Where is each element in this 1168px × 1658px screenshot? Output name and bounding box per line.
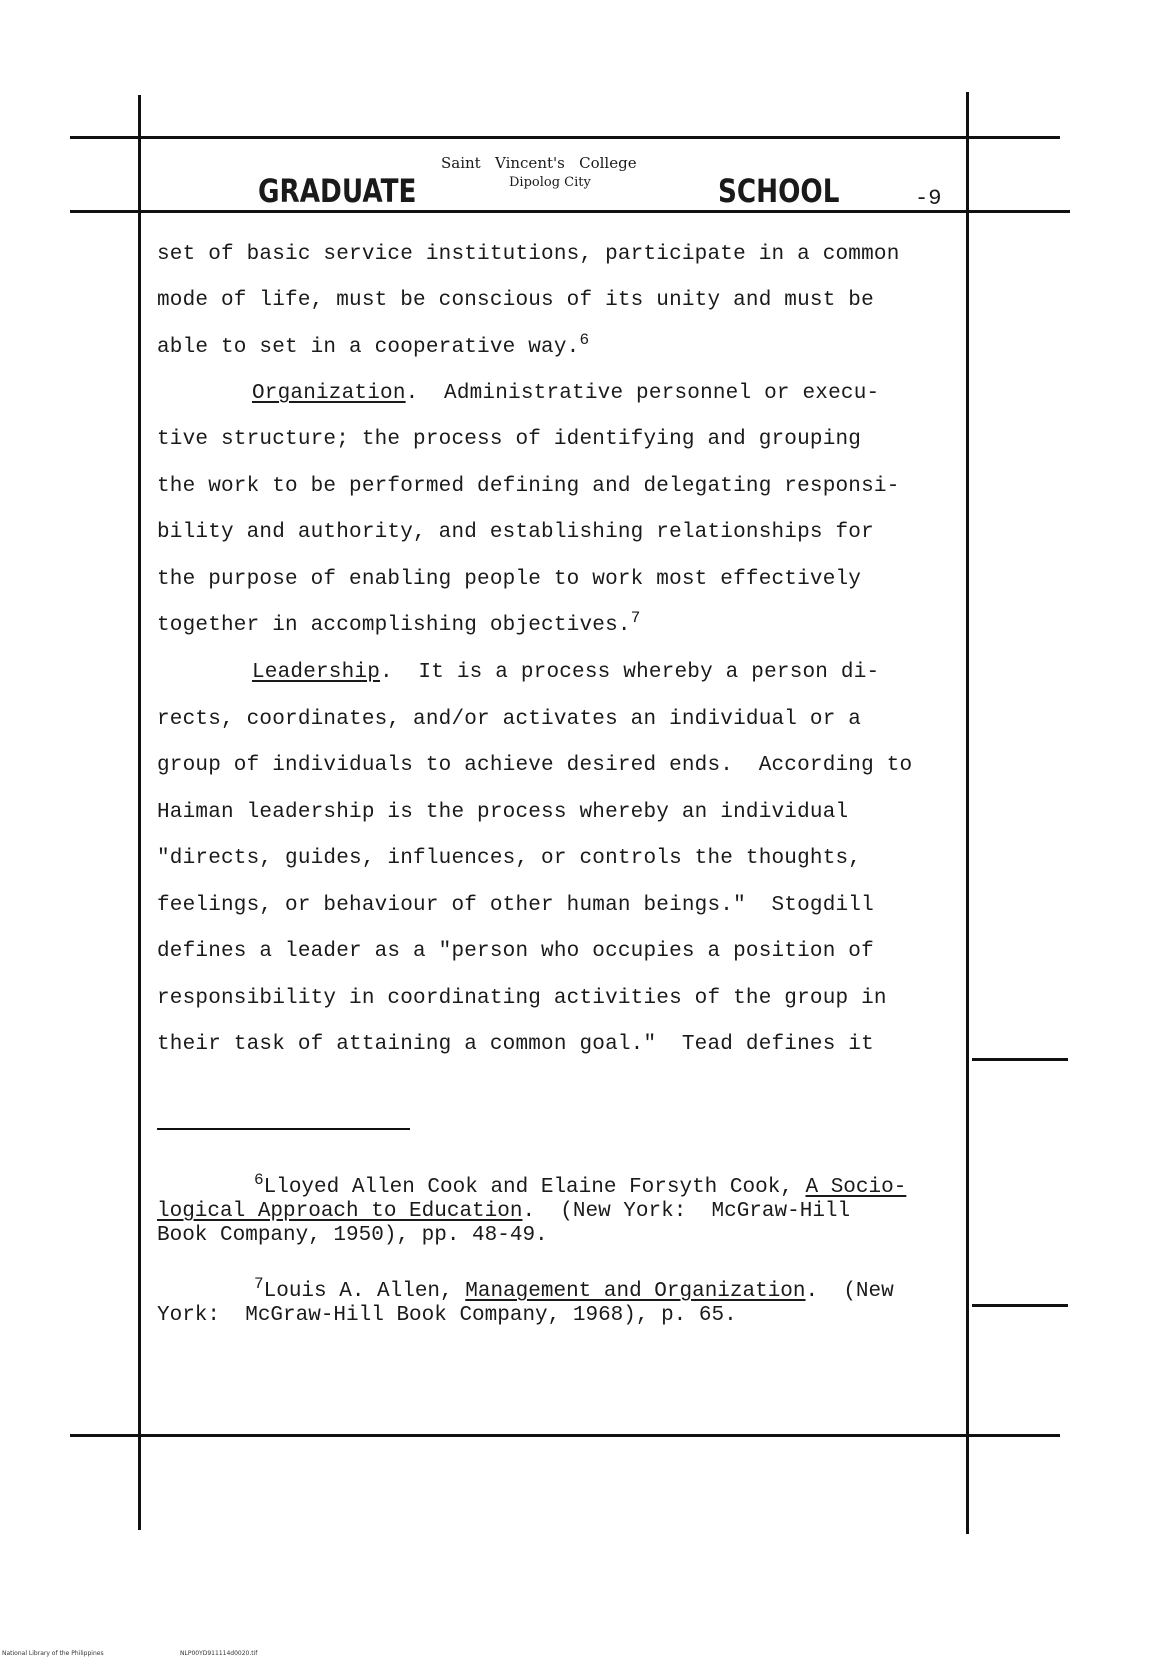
footnote-6-title-part-2: logical Approach to Education — [157, 1200, 523, 1223]
body-line-16: defines a leader as a "person who occupies a position of — [157, 940, 874, 963]
body-line-9-text: together in accomplishing objectives. — [157, 614, 631, 637]
leadership-term: Leadership — [252, 661, 381, 684]
body-line-2: mode of life, must be conscious of its unity and must be — [157, 289, 874, 312]
body-line-8: the purpose of enabling people to work most effectively — [157, 568, 862, 591]
body-line-13: Haiman leadership is the process whereby an individual — [157, 801, 849, 824]
body-line-1: set of basic service institutions, participate in a common — [157, 243, 900, 266]
footnote-7-author: Louis A. Allen, — [263, 1280, 466, 1303]
body-line-11: rects, coordinates, and/or activates an individual or a — [157, 708, 862, 731]
body-line-17: responsibility in coordinating activities of the group in — [157, 987, 887, 1010]
header-top-rule — [70, 136, 1060, 139]
leadership-rest: . It is a process whereby a person di- — [380, 661, 880, 684]
body-line-7: bility and authority, and establishing relationships for — [157, 521, 874, 544]
footnote-separator — [157, 1128, 410, 1130]
college-city: Dipolog City — [509, 175, 591, 190]
body-line-3-text: able to set in a cooperative way. — [157, 336, 580, 359]
body-line-9 — [157, 609, 641, 637]
footnote-ref-6: 6 — [579, 331, 590, 349]
body-line-18: their task of attaining a common goal." Tead defines it — [157, 1033, 874, 1056]
footnote-7-line-1 — [254, 1275, 894, 1304]
header-graduate: GRADUATE — [258, 172, 417, 210]
organization-term: Organization — [252, 382, 406, 405]
footnote-7-title: Management and Organization — [465, 1280, 806, 1303]
body-line-3 — [157, 331, 590, 359]
footnote-6-number: 6 — [254, 1171, 264, 1189]
footer-rule — [70, 1434, 1060, 1437]
footer-library: National Library of the Philippines — [2, 1650, 104, 1657]
footnote-ref-7: 7 — [630, 609, 641, 627]
left-margin-rule — [138, 95, 141, 1530]
footer-filename: NLP00YD911114d0020.tif — [180, 1650, 258, 1657]
body-line-5: tive structure; the process of identifying and grouping — [157, 428, 862, 451]
footnote-7-paren: . (New — [805, 1280, 894, 1303]
footnote-6-line-2 — [157, 1200, 850, 1224]
body-line-organization — [252, 382, 879, 405]
page-number: -9 — [915, 186, 942, 211]
right-margin-rule — [966, 92, 969, 1534]
margin-mark-2 — [972, 1304, 1068, 1307]
header-school: SCHOOL — [718, 172, 840, 210]
organization-rest: . Administrative personnel or execu- — [405, 382, 880, 405]
margin-mark-1 — [972, 1058, 1068, 1061]
body-line-15: feelings, or behaviour of other human beings." Stogdill — [157, 894, 874, 917]
body-line-14: "directs, guides, influences, or controls the thoughts, — [157, 847, 862, 870]
body-line-6: the work to be performed defining and delegating responsi- — [157, 475, 900, 498]
body-line-12: group of individuals to achieve desired ends. According to — [157, 754, 913, 777]
college-name: Saint Vincent's College — [441, 154, 637, 172]
footnote-6-line-1 — [254, 1171, 907, 1200]
footnote-6-title-part-1: A Socio- — [805, 1176, 907, 1199]
footnote-6-publisher: . (New York: McGraw-Hill — [522, 1200, 851, 1223]
body-line-leadership — [252, 661, 879, 684]
footnote-6-line-3: Book Company, 1950), pp. 48-49. — [157, 1224, 548, 1247]
footnote-7-line-2: York: McGraw-Hill Book Company, 1968), p. 65. — [157, 1304, 737, 1327]
footnote-6-authors: Lloyed Allen Cook and Elaine Forsyth Cook, — [263, 1176, 806, 1199]
footnote-7-number: 7 — [254, 1275, 264, 1293]
